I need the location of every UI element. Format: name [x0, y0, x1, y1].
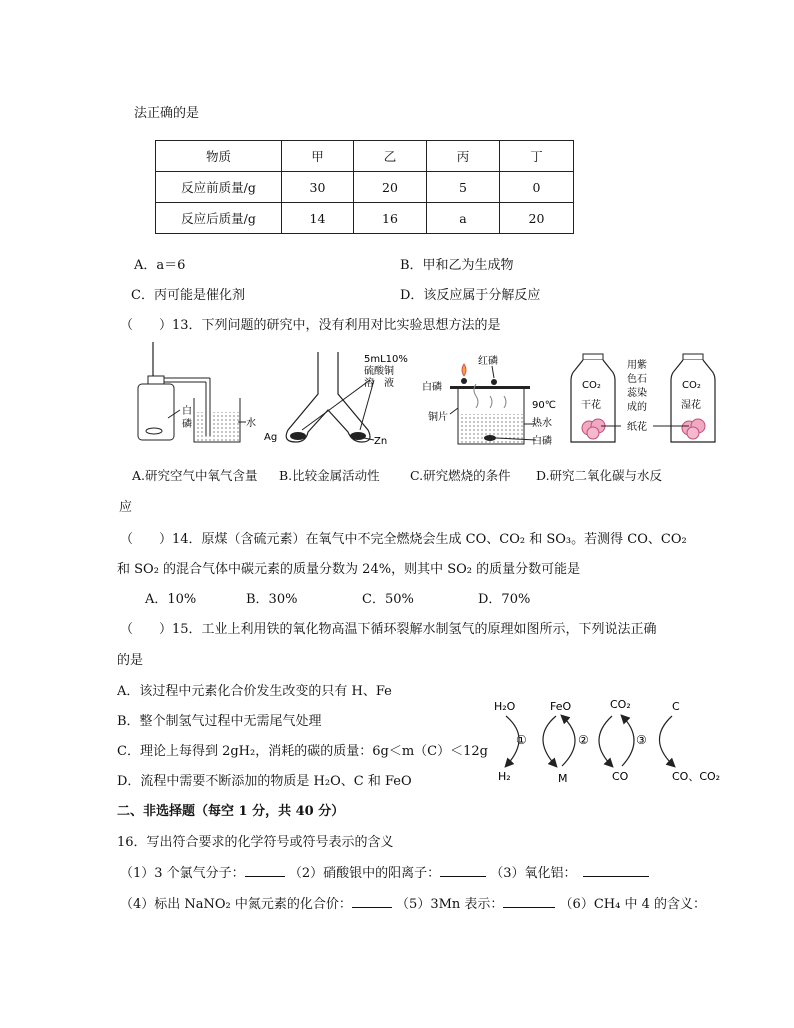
q12-option-c: C．丙可能是催化剂	[131, 288, 245, 303]
q15-option-c: C．理论上每得到 2gH₂，消耗的碳的质量：6g＜m（C）＜12g	[117, 744, 488, 759]
q16-answer-5[interactable]	[503, 895, 555, 908]
table-row	[156, 203, 574, 234]
fig4-label-mid1: 用紫	[627, 360, 647, 371]
fig4-label-co2b: CO₂	[682, 380, 701, 391]
q14-line2: 和 SO₂ 的混合气体中碳元素的质量分数为 24%，则其中 SO₂ 的质量分数可能是	[117, 562, 581, 577]
fig2-label-ag: Ag	[264, 432, 278, 443]
q15-line2: 的是	[117, 653, 144, 668]
cycle-feo: FeO	[550, 700, 572, 713]
q16-stem: 16．写出符合要求的化学符号或符号表示的含义	[117, 835, 394, 850]
cycle-step-3: ③	[636, 733, 647, 747]
cycle-co: CO	[612, 770, 629, 783]
q13-stem: （ ）13．下列问题的研究中，没有利用对比实验思想方法的是	[120, 318, 501, 333]
q12-option-a: A．a＝6	[134, 258, 186, 273]
q16-row2	[120, 893, 706, 912]
table-cell: 反应前质量/g	[156, 172, 282, 203]
fig4-label-mid2: 色石	[627, 374, 647, 385]
q16-answer-3[interactable]	[583, 864, 649, 877]
cycle-c: C	[672, 700, 680, 713]
table-cell: 16	[354, 203, 427, 234]
q13-figure-combustion	[420, 348, 560, 450]
fig3-label-cu: 铜片	[428, 412, 448, 423]
fig4-label-mid4: 成的	[627, 402, 647, 413]
table-cell: 乙	[354, 141, 427, 172]
table-cell: a	[427, 203, 500, 234]
table-cell: 20	[500, 203, 574, 234]
q15-line1: （ ）15．工业上利用铁的氧化物高温下循环裂解水制氢气的原理如图所示，下列说法正确	[120, 622, 657, 637]
fig1-label-water: 水	[246, 418, 256, 429]
table-cell: 反应后质量/g	[156, 203, 282, 234]
table-header-row	[156, 141, 574, 172]
fig1-label-phos: 磷	[182, 419, 192, 430]
q13-figure-co2	[565, 352, 725, 448]
fig2-label-zn: Zn	[374, 436, 388, 447]
fig3-label-white: 白磷	[422, 382, 442, 393]
fig4-label-wet: 湿花	[681, 400, 701, 411]
q16-answer-1[interactable]	[245, 864, 285, 877]
intro-text: 法正确的是	[134, 106, 200, 121]
q13-option-c: C.研究燃烧的条件	[410, 468, 511, 483]
table-cell: 丁	[500, 141, 574, 172]
q13-figure-metal	[262, 350, 412, 450]
q13-option-d: D.研究二氧化碳与水反	[536, 468, 663, 483]
q13-option-b: B.比较金属活动性	[279, 468, 380, 483]
cycle-co-co2: CO、CO₂	[672, 770, 721, 783]
cycle-h2o: H₂O	[494, 700, 516, 713]
fig4-label-mid3: 蕊染	[627, 388, 647, 399]
q14-option-d: D．70%	[478, 592, 531, 607]
q16-answer-4[interactable]	[352, 895, 392, 908]
q16-part1-label: （1）3 个氯气分子：	[120, 866, 245, 881]
q14-option-c: C．50%	[362, 592, 414, 607]
fig2-label-top1: 5mL10%	[364, 354, 408, 365]
q16-part6-label: （6）CH₄ 中 4 的含义：	[559, 897, 706, 912]
q16-answer-2[interactable]	[440, 864, 486, 877]
cycle-m: M	[558, 772, 568, 785]
table-cell: 物质	[156, 141, 282, 172]
q16-part3-label: （3）氧化铝：	[490, 866, 577, 881]
q15-option-b: B．整个制氢气过程中无需尾气处理	[117, 714, 322, 729]
q13-option-a: A.研究空气中氧气含量	[132, 468, 258, 483]
q12-option-d: D．该反应属于分解反应	[400, 288, 541, 303]
q14-line1: （ ）14．原煤（含硫元素）在氧气中不完全燃烧会生成 CO、CO₂ 和 SO₃。若测得 CO、CO₂	[120, 532, 687, 547]
section-heading: 二、非选择题（每空 1 分，共 40 分）	[117, 804, 345, 819]
table-cell: 丙	[427, 141, 500, 172]
fig3-label-temp: 90℃	[532, 400, 556, 411]
fig4-label-co2a: CO₂	[582, 380, 601, 391]
arrow-icon	[543, 716, 556, 766]
table-row	[156, 172, 574, 203]
arrow-icon	[622, 716, 634, 766]
q14-option-b: B．30%	[246, 592, 298, 607]
arrow-icon	[562, 716, 575, 766]
cycle-step-2: ②	[578, 733, 589, 747]
cycle-step-1: ①	[516, 733, 527, 747]
table-cell: 20	[354, 172, 427, 203]
cycle-h2: H₂	[498, 770, 511, 783]
q13-figure-air	[128, 338, 268, 448]
q14-option-a: A．10%	[145, 592, 197, 607]
table-cell: 0	[500, 172, 574, 203]
mass-table	[155, 140, 574, 234]
arrow-icon	[599, 716, 612, 766]
q15-option-a: A．该过程中元素化合价发生改变的只有 H、Fe	[117, 684, 392, 699]
q16-row1	[120, 862, 649, 881]
q16-part5-label: （5）3Mn 表示：	[396, 897, 504, 912]
q16-part2-label: （2）硝酸银中的阳离子：	[288, 866, 441, 881]
table-cell: 5	[427, 172, 500, 203]
arrow-icon	[659, 716, 674, 766]
table-cell: 14	[282, 203, 354, 234]
fig4-label-mid5: 纸花	[627, 422, 647, 433]
q15-cycle-diagram	[486, 694, 726, 786]
q12-option-b: B．甲和乙为生成物	[400, 258, 514, 273]
q16-part4-label: （4）标出 NaNO₂ 中氮元素的化合价：	[120, 897, 352, 912]
fig3-label-hot: 热水	[532, 418, 552, 429]
cycle-co2: CO₂	[610, 698, 631, 711]
fig2-label-top3: 溶 液	[364, 378, 394, 389]
fig3-label-white2: 白磷	[532, 436, 552, 447]
fig1-label-white: 白	[182, 406, 192, 417]
q15-option-d: D．流程中需要不断添加的物质是 H₂O、C 和 FeO	[117, 774, 412, 789]
fig3-label-red: 红磷	[478, 356, 498, 367]
q13-option-d-cont: 应	[119, 500, 133, 515]
fig2-label-top2: 硫酸铜	[364, 366, 394, 377]
table-cell: 30	[282, 172, 354, 203]
table-cell: 甲	[282, 141, 354, 172]
fig4-label-dry: 干花	[581, 400, 601, 411]
